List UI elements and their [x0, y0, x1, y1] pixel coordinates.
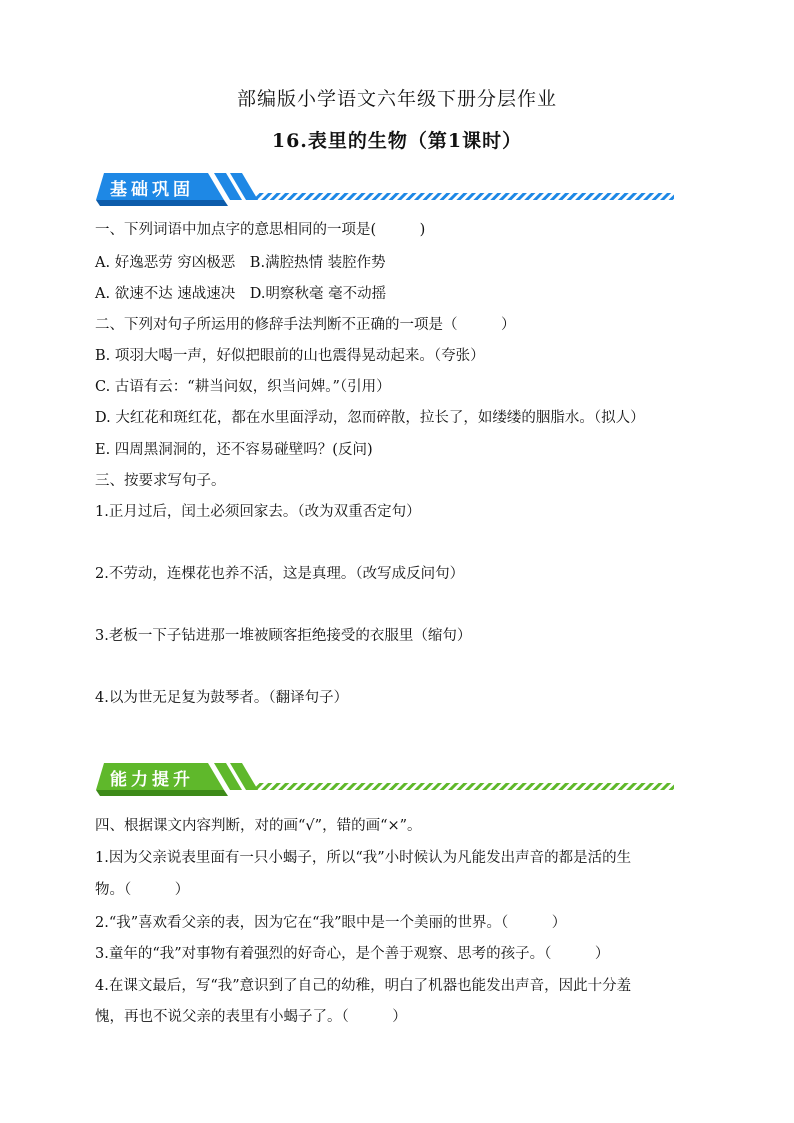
question-2-option-e: E. 四周黑洞洞的，还不容易碰壁吗？(反问) — [95, 442, 373, 458]
question-4-item-3: 3.童年的“我”对事物有着强烈的好奇心，是个善于观察、思考的孩子。（ ） — [95, 946, 610, 962]
question-4-item-4-line-2: 愧，再也不说父亲的表里有小蝎子了。（ ） — [95, 1009, 407, 1025]
question-4-item-1-line-2: 物。（ ） — [95, 882, 190, 898]
document-title: 部编版小学语文六年级下册分层作业 — [236, 88, 557, 110]
question-3-item-3: 3.老板一下子钻进那一堆被顾客拒绝接受的衣服里（缩句） — [95, 628, 472, 644]
question-1-stem: 一、下列词语中加点字的意思相同的一项是( ) — [95, 222, 426, 238]
question-3-item-1: 1.正月过后，闰土必须回家去。（改为双重否定句） — [95, 504, 421, 520]
lesson-title: 16.表里的生物（第1课时） — [271, 130, 523, 152]
question-2-option-b: B. 项羽大喝一声，好似把眼前的山也震得晃动起来。（夸张） — [95, 348, 485, 364]
section-label-basic: 基础巩固 — [110, 180, 194, 200]
question-4-item-2: 2.“我”喜欢看父亲的表，因为它在“我”眼中是一个美丽的世界。（ ） — [95, 915, 567, 931]
section-banner-ability — [96, 760, 676, 800]
question-2-stem: 二、下列对句子所运用的修辞手法判断不正确的一项是（ ） — [95, 317, 516, 333]
question-4-stem: 四、根据课文内容判断，对的画“√”，错的画“×”。 — [95, 818, 422, 834]
question-3-item-4: 4.以为世无足复为鼓琴者。（翻译句子） — [95, 690, 349, 706]
question-1-option-row-1: A. 好逸恶劳 穷凶极恶 B.满腔热情 装腔作势 — [95, 255, 386, 271]
question-3-item-2: 2.不劳动，连棵花也养不活，这是真理。（改写成反问句） — [95, 566, 465, 582]
section-banner-basic — [96, 170, 676, 210]
question-2-option-d: D. 大红花和斑红花，都在水里面浮动，忽而碎散，拉长了，如缕缕的胭脂水。（拟人） — [95, 410, 645, 426]
section-label-ability: 能力提升 — [110, 770, 194, 790]
question-1-option-row-2: A. 欲速不达 速战速决 D.明察秋毫 毫不动摇 — [95, 286, 387, 302]
question-3-stem: 三、按要求写句子。 — [95, 473, 226, 489]
question-2-option-c: C. 古语有云：“耕当问奴，织当问婢。”（引用） — [95, 379, 391, 395]
question-4-item-4-line-1: 4.在课文最后，写“我”意识到了自己的幼稚，明白了机器也能发出声音，因此十分羞 — [95, 978, 632, 994]
question-4-item-1-line-1: 1.因为父亲说表里面有一只小蝎子，所以“我”小时候认为凡能发出声音的都是活的生 — [95, 850, 632, 866]
